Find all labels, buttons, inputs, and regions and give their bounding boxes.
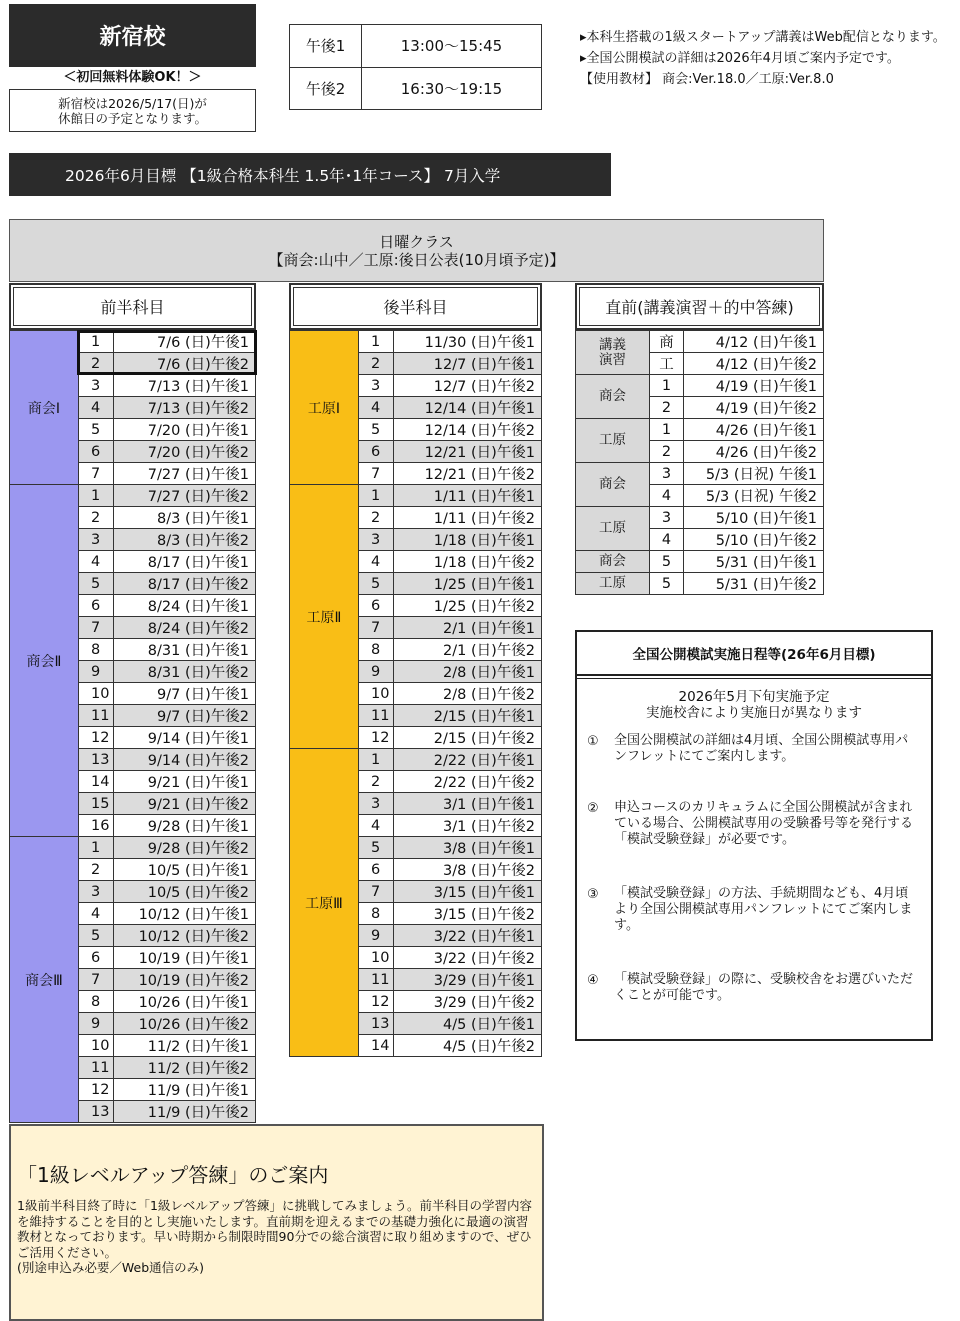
lecture-date: 9/14 (日)午後2 — [114, 749, 256, 771]
lecture-date: 1/18 (日)午後1 — [394, 529, 542, 551]
lecture-date: 7/6 (日)午後1 — [114, 331, 256, 353]
lecture-number: 9 — [359, 925, 394, 947]
subject-group-label: 工原Ⅱ — [290, 485, 359, 749]
lecture-date: 11/2 (日)午後2 — [114, 1057, 256, 1079]
lecture-number: 12 — [79, 1079, 114, 1101]
table-row — [10, 485, 256, 507]
lecture-number: 7 — [79, 463, 114, 485]
table-row — [576, 419, 824, 441]
lecture-number: 12 — [79, 727, 114, 749]
lecture-date: 10/12 (日)午後1 — [114, 903, 256, 925]
table-row — [576, 375, 824, 397]
lecture-number: 3 — [79, 529, 114, 551]
lecture-date: 4/5 (日)午後2 — [394, 1035, 542, 1057]
lecture-date: 1/11 (日)午後2 — [394, 507, 542, 529]
lecture-date: 7/20 (日)午後1 — [114, 419, 256, 441]
lecture-date: 3/1 (日)午後1 — [394, 793, 542, 815]
lecture-date: 3/29 (日)午後2 — [394, 991, 542, 1013]
lecture-number: 5 — [359, 837, 394, 859]
lecture-number: 5 — [79, 925, 114, 947]
lecture-number: 16 — [79, 815, 114, 837]
lecture-number: 10 — [79, 683, 114, 705]
mock-item — [587, 733, 921, 800]
time-label: 午後2 — [290, 67, 362, 110]
mock-exam-date: 2026年5月下旬実施予定 — [678, 689, 830, 705]
subject-group-label: 工原 — [576, 419, 650, 463]
lecture-date: 8/3 (日)午後2 — [114, 529, 256, 551]
table-row — [576, 463, 824, 485]
lecture-date: 4/5 (日)午後1 — [394, 1013, 542, 1035]
lecture-date: 9/14 (日)午後1 — [114, 727, 256, 749]
lecture-number: 13 — [359, 1013, 394, 1035]
lecture-date: 4/19 (日)午後1 — [684, 375, 824, 397]
lecture-date: 2/22 (日)午後1 — [394, 749, 542, 771]
lecture-date: 12/21 (日)午後2 — [394, 463, 542, 485]
lecture-date: 2/22 (日)午後2 — [394, 771, 542, 793]
lecture-number: 1 — [79, 485, 114, 507]
mock-item-number: ② — [587, 801, 599, 816]
mock-exam-box — [575, 630, 933, 1041]
lecture-date: 10/26 (日)午後2 — [114, 1013, 256, 1035]
class-title: 日曜クラス — [379, 232, 454, 251]
levelup-box — [9, 1124, 544, 1321]
subject-group-label: 工原 — [576, 507, 650, 551]
levelup-description: 1級前半科目終了時に「1級レベルアップ答練」に挑戦してみましょう。前半科目の学習内容を維持することを目的とし実施いたします。直前期を迎えるまでの基礎力強化に最適の演習教材となっております。早い時期から制限時間90分での総合演習に取り組めますので、ぜひご活用ください。 — [17, 1198, 533, 1260]
lecture-number: 2 — [359, 353, 394, 375]
lecture-number: 14 — [79, 771, 114, 793]
lecture-number: 13 — [79, 1101, 114, 1123]
lecture-number: 3 — [650, 507, 684, 529]
lecture-date: 7/6 (日)午後2 — [114, 353, 256, 375]
lecture-date: 2/15 (日)午後2 — [394, 727, 542, 749]
table-row — [576, 573, 824, 595]
lecture-number: 1 — [650, 419, 684, 441]
lecture-number: 6 — [359, 859, 394, 881]
lecture-number: 3 — [359, 793, 394, 815]
chokuzen-schedule-table — [575, 330, 824, 595]
time-value: 13:00～15:45 — [362, 25, 542, 68]
lecture-number: 8 — [359, 639, 394, 661]
mock-exam-body — [577, 678, 931, 1004]
lecture-date: 10/19 (日)午後2 — [114, 969, 256, 991]
time-label: 午後1 — [290, 25, 362, 68]
table-row — [10, 837, 256, 859]
lecture-number: 2 — [79, 507, 114, 529]
lecture-number: 2 — [650, 441, 684, 463]
subject-group-label: 商会 — [576, 551, 650, 573]
notes — [580, 27, 960, 90]
lecture-date: 8/31 (日)午後1 — [114, 639, 256, 661]
lecture-date: 1/25 (日)午後1 — [394, 573, 542, 595]
lecture-number: 10 — [359, 947, 394, 969]
levelup-title: 「1級レベルアップ答練」のご案内 — [17, 1163, 329, 1187]
class-subtitle: 【商会:山中／工原:後日公表(10月頃予定)】 — [268, 250, 565, 269]
mock-exam-date-note: 実施校舎により実施日が異なります — [646, 705, 862, 721]
lecture-date: 9/28 (日)午後2 — [114, 837, 256, 859]
lecture-number: 9 — [359, 661, 394, 683]
subject-group-label: 講義 演習 — [576, 331, 650, 375]
lecture-date: 3/29 (日)午後1 — [394, 969, 542, 991]
lecture-number: 5 — [359, 419, 394, 441]
lecture-date: 4/12 (日)午後2 — [684, 353, 824, 375]
lecture-number: 14 — [359, 1035, 394, 1057]
lecture-number: 4 — [650, 529, 684, 551]
mock-item — [587, 886, 921, 972]
closed-notice-line2: 休館日の予定となります。 — [57, 110, 207, 126]
lecture-date: 8/3 (日)午後1 — [114, 507, 256, 529]
zenhan-schedule-table — [9, 330, 256, 1123]
closed-notice — [9, 89, 256, 132]
lecture-date: 9/21 (日)午後1 — [114, 771, 256, 793]
lecture-number: 1 — [359, 485, 394, 507]
lecture-date: 3/8 (日)午後2 — [394, 859, 542, 881]
lecture-number: 8 — [79, 991, 114, 1013]
lecture-number: 3 — [650, 463, 684, 485]
lecture-date: 11/30 (日)午後1 — [394, 331, 542, 353]
lecture-number: 7 — [359, 463, 394, 485]
first-lectures-highlight — [77, 330, 257, 375]
lecture-date: 4/26 (日)午後1 — [684, 419, 824, 441]
lecture-number: 2 — [79, 353, 114, 375]
lecture-number: 8 — [79, 639, 114, 661]
lecture-number: 5 — [359, 573, 394, 595]
mock-item-number: ① — [587, 734, 599, 749]
lecture-date: 12/14 (日)午後2 — [394, 419, 542, 441]
kohan-schedule-table — [289, 330, 542, 1057]
time-table — [289, 24, 542, 110]
lecture-date: 4/12 (日)午後1 — [684, 331, 824, 353]
table-row — [576, 507, 824, 529]
course-banner: 2026年6月目標 【1級合格本科生 1.5年･1年コース】 7月入学 — [9, 153, 611, 196]
school-title: 新宿校 — [9, 4, 256, 67]
lecture-number: 11 — [359, 705, 394, 727]
lecture-number: 6 — [79, 595, 114, 617]
lecture-date: 7/13 (日)午後1 — [114, 375, 256, 397]
mock-exam-title: 全国公開模試実施日程等(26年6月目標) — [577, 632, 931, 676]
time-row — [290, 25, 542, 68]
lecture-number: 4 — [79, 397, 114, 419]
mock-item-text: 申込コースのカリキュラムに全国公開模試が含まれている場合、公開模試専用の受験番号等を発行する「模試受験登録」が必要です。 — [614, 800, 914, 847]
lecture-number: 3 — [79, 881, 114, 903]
lecture-number: 3 — [79, 375, 114, 397]
lecture-number: 4 — [359, 397, 394, 419]
lecture-number: 4 — [650, 485, 684, 507]
lecture-number: 4 — [79, 551, 114, 573]
lecture-number: 11 — [359, 969, 394, 991]
lecture-number: 9 — [79, 1013, 114, 1035]
subject-group-label: 商会Ⅱ — [10, 485, 79, 837]
lecture-date: 8/24 (日)午後2 — [114, 617, 256, 639]
lecture-number: 5 — [650, 573, 684, 595]
table-row — [576, 551, 824, 573]
lecture-number: 6 — [359, 441, 394, 463]
note-materials: 【使用教材】 商会:Ver.18.0／工原:Ver.8.0 — [580, 72, 834, 87]
lecture-date: 10/19 (日)午後1 — [114, 947, 256, 969]
table-row — [290, 485, 542, 507]
lecture-date: 4/19 (日)午後2 — [684, 397, 824, 419]
lecture-date: 4/26 (日)午後2 — [684, 441, 824, 463]
lecture-number: 1 — [79, 837, 114, 859]
lecture-date: 7/27 (日)午後1 — [114, 463, 256, 485]
lecture-date: 9/21 (日)午後2 — [114, 793, 256, 815]
lecture-number: 10 — [79, 1035, 114, 1057]
lecture-date: 3/15 (日)午後1 — [394, 881, 542, 903]
mock-item-text: 「模試受験登録」の方法、手続期間なども、4月頃より全国公開模試専用パンフレットにてご案内します。 — [614, 886, 913, 933]
levelup-body — [17, 1198, 536, 1276]
lecture-date: 3/1 (日)午後2 — [394, 815, 542, 837]
lecture-date: 12/14 (日)午後1 — [394, 397, 542, 419]
lecture-date: 11/2 (日)午後1 — [114, 1035, 256, 1057]
lecture-number: 6 — [79, 947, 114, 969]
lecture-date: 8/17 (日)午後1 — [114, 551, 256, 573]
mock-item-text: 「模試受験登録」の際に、受験校舎をお選びいただくことが可能です。 — [614, 972, 914, 1003]
subject-group-label: 商会Ⅰ — [10, 331, 79, 485]
time-value: 16:30～19:15 — [362, 67, 542, 110]
lecture-number: 12 — [359, 991, 394, 1013]
lecture-number: 3 — [359, 375, 394, 397]
lecture-number: 6 — [359, 595, 394, 617]
lecture-number: 商 — [650, 331, 684, 353]
trial-text: ＜初回無料体験OK！＞ — [63, 70, 202, 85]
lecture-number: 1 — [650, 375, 684, 397]
lecture-date: 2/8 (日)午後1 — [394, 661, 542, 683]
subject-group-label: 工原 — [576, 573, 650, 595]
lecture-number: 15 — [79, 793, 114, 815]
mock-item-text: 全国公開模試の詳細は4月頃、全国公開模試専用パンフレットにてご案内します。 — [614, 733, 909, 764]
lecture-date: 5/10 (日)午後1 — [684, 507, 824, 529]
lecture-number: 11 — [79, 1057, 114, 1079]
mock-item — [587, 800, 921, 886]
lecture-number: 5 — [650, 551, 684, 573]
subject-group-label: 商会Ⅲ — [10, 837, 79, 1123]
lecture-date: 8/17 (日)午後2 — [114, 573, 256, 595]
lecture-date: 12/7 (日)午後2 — [394, 375, 542, 397]
lecture-number: 6 — [79, 441, 114, 463]
kohan-header: 後半科目 — [289, 283, 542, 330]
lecture-number: 7 — [79, 617, 114, 639]
lecture-date: 8/31 (日)午後2 — [114, 661, 256, 683]
time-row — [290, 67, 542, 110]
lecture-date: 5/31 (日)午後1 — [684, 551, 824, 573]
lecture-date: 2/1 (日)午後2 — [394, 639, 542, 661]
mock-item-number: ④ — [587, 973, 599, 988]
lecture-date: 1/25 (日)午後2 — [394, 595, 542, 617]
lecture-date: 11/9 (日)午後2 — [114, 1101, 256, 1123]
lecture-number: 4 — [79, 903, 114, 925]
lecture-date: 8/24 (日)午後1 — [114, 595, 256, 617]
lecture-date: 10/12 (日)午後2 — [114, 925, 256, 947]
lecture-number: 5 — [79, 573, 114, 595]
lecture-number: 4 — [359, 551, 394, 573]
lecture-date: 3/15 (日)午後2 — [394, 903, 542, 925]
lecture-date: 9/28 (日)午後1 — [114, 815, 256, 837]
note-mock-exam: ▸全国公開模試の詳細は2026年4月頃ご案内予定です。 — [580, 51, 900, 66]
lecture-number: 7 — [359, 881, 394, 903]
lecture-date: 9/7 (日)午後1 — [114, 683, 256, 705]
lecture-date: 7/27 (日)午後2 — [114, 485, 256, 507]
lecture-number: 7 — [359, 617, 394, 639]
lecture-number: 13 — [79, 749, 114, 771]
lecture-number: 4 — [359, 815, 394, 837]
lecture-number: 7 — [79, 969, 114, 991]
lecture-number: 5 — [79, 419, 114, 441]
mock-exam-lead — [587, 689, 921, 721]
mock-item — [587, 972, 921, 1004]
table-row — [576, 331, 824, 353]
lecture-number: 9 — [79, 661, 114, 683]
lecture-date: 3/22 (日)午後2 — [394, 947, 542, 969]
lecture-number: 2 — [359, 507, 394, 529]
lecture-date: 5/3 (日祝) 午後1 — [684, 463, 824, 485]
lecture-number: 工 — [650, 353, 684, 375]
table-row — [290, 749, 542, 771]
lecture-date: 11/9 (日)午後1 — [114, 1079, 256, 1101]
lecture-number: 8 — [359, 903, 394, 925]
lecture-date: 2/1 (日)午後1 — [394, 617, 542, 639]
subject-group-label: 工原Ⅰ — [290, 331, 359, 485]
lecture-date: 12/7 (日)午後1 — [394, 353, 542, 375]
zenhan-header: 前半科目 — [9, 283, 256, 330]
lecture-date: 10/5 (日)午後2 — [114, 881, 256, 903]
lecture-date: 1/11 (日)午後1 — [394, 485, 542, 507]
lecture-date: 7/13 (日)午後2 — [114, 397, 256, 419]
lecture-date: 1/18 (日)午後2 — [394, 551, 542, 573]
lecture-date: 12/21 (日)午後1 — [394, 441, 542, 463]
lecture-date: 5/10 (日)午後2 — [684, 529, 824, 551]
lecture-date: 3/8 (日)午後1 — [394, 837, 542, 859]
lecture-number: 1 — [359, 331, 394, 353]
lecture-number: 10 — [359, 683, 394, 705]
lecture-number: 1 — [359, 749, 394, 771]
subject-group-label: 商会 — [576, 463, 650, 507]
table-row — [290, 331, 542, 353]
lecture-number: 2 — [79, 859, 114, 881]
note-web-delivery: ▸本科生搭載の1級スタートアップ講義はWeb配信となります。 — [580, 30, 946, 45]
lecture-date: 9/7 (日)午後2 — [114, 705, 256, 727]
lecture-number: 2 — [650, 397, 684, 419]
closed-notice-line1: 新宿校は2026/5/17(日)が — [58, 95, 207, 111]
lecture-number: 11 — [79, 705, 114, 727]
lecture-date: 10/5 (日)午後1 — [114, 859, 256, 881]
lecture-number: 12 — [359, 727, 394, 749]
lecture-date: 5/3 (日祝) 午後2 — [684, 485, 824, 507]
lecture-number: 1 — [79, 331, 114, 353]
subject-group-label: 商会 — [576, 375, 650, 419]
lecture-number: 3 — [359, 529, 394, 551]
lecture-number: 2 — [359, 771, 394, 793]
lecture-date: 10/26 (日)午後1 — [114, 991, 256, 1013]
mock-item-number: ③ — [587, 887, 599, 902]
chokuzen-header: 直前(講義演習＋的中答練) — [575, 283, 824, 330]
lecture-date: 3/22 (日)午後1 — [394, 925, 542, 947]
lecture-date: 7/20 (日)午後2 — [114, 441, 256, 463]
class-header — [9, 219, 824, 282]
lecture-date: 2/15 (日)午後1 — [394, 705, 542, 727]
lecture-date: 2/8 (日)午後2 — [394, 683, 542, 705]
lecture-date: 5/31 (日)午後2 — [684, 573, 824, 595]
subject-group-label: 工原Ⅲ — [290, 749, 359, 1057]
levelup-note: (別途申込み必要／Web通信のみ) — [17, 1260, 205, 1275]
